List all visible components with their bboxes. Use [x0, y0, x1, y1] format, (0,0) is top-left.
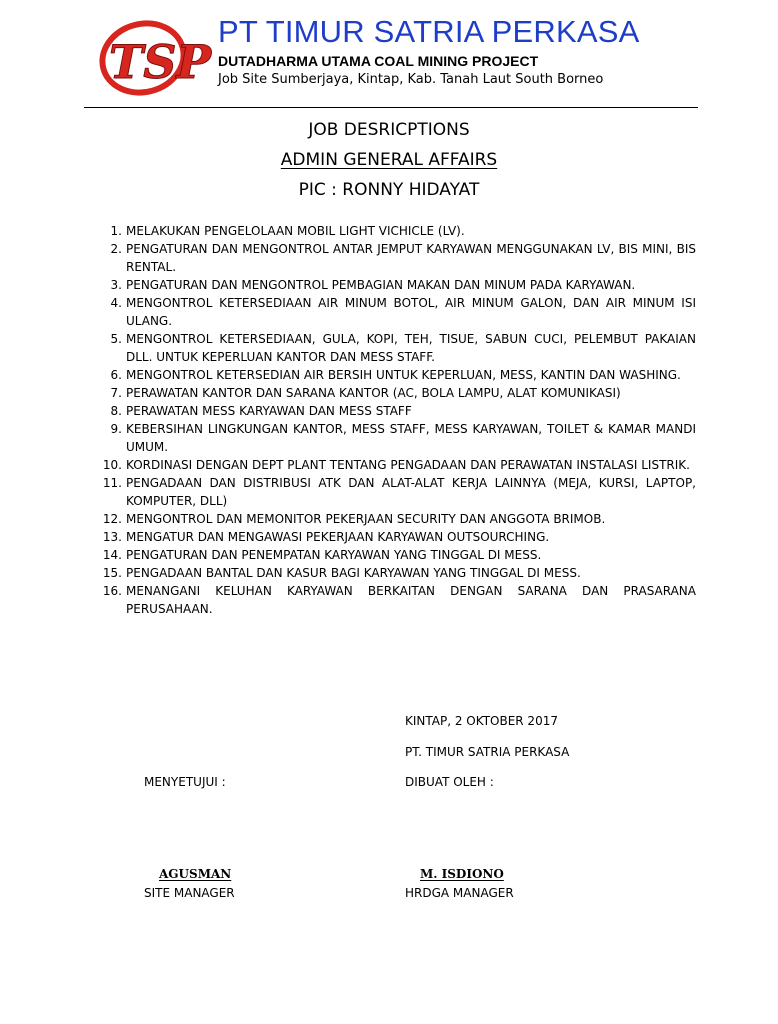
duty-text: MELAKUKAN PENGELOLAAN MOBIL LIGHT VICHICLE (LV).	[126, 224, 465, 238]
duty-text: MENGONTROL KETERSEDIAAN, GULA, KOPI, TEH, TISUE, SABUN CUCI, PELEMBUT PAKAIAN DLL. UNTUK KEPERLUAN KANTOR DAN MESS STAFF.	[126, 332, 696, 364]
duty-item	[96, 240, 696, 276]
duty-text: MENGATUR DAN MENGAWASI PEKERJAAN KARYAWAN OUTSOURCHING.	[126, 530, 550, 544]
duty-text: PERAWATAN MESS KARYAWAN DAN MESS STAFF	[126, 404, 412, 418]
approved-label: MENYETUJUI :	[144, 775, 226, 789]
duty-text: KORDINASI DENGAN DEPT PLANT TENTANG PENGADAAN DAN PERAWATAN INSTALASI LISTRIK.	[126, 458, 690, 472]
duty-text: PENGATURAN DAN MENGONTROL PEMBAGIAN MAKAN DAN MINUM PADA KARYAWAN.	[126, 278, 636, 292]
job-site-address: Job Site Sumberjaya, Kintap, Kab. Tanah Laut South Borneo	[218, 72, 604, 87]
duty-number: 6.	[110, 368, 122, 382]
maker-title: HRDGA MANAGER	[405, 886, 514, 900]
duty-text: PENGADAAN DAN DISTRIBUSI ATK DAN ALAT-ALAT KERJA LAINNYA (MEJA, KURSI, LAPTOP, KOMPUTER, DLL)	[126, 476, 696, 508]
pic-line: PIC : RONNY HIDAYAT	[298, 180, 480, 200]
duty-number: 2.	[110, 242, 122, 256]
duty-text: PENGADAAN BANTAL DAN KASUR BAGI KARYAWAN YANG TINGGAL DI MESS.	[126, 566, 581, 580]
duty-number: 5.	[110, 332, 122, 346]
duty-number: 9.	[110, 422, 122, 436]
duty-text: PENGATURAN DAN PENEMPATAN KARYAWAN YANG TINGGAL DI MESS.	[126, 548, 542, 562]
duty-number: 3.	[110, 278, 122, 292]
duty-item	[96, 420, 696, 456]
signing-company: PT. TIMUR SATRIA PERKASA	[405, 745, 570, 759]
duty-number: 10.	[102, 458, 122, 472]
duty-text: MENGONTROL DAN MEMONITOR PEKERJAAN SECURITY DAN ANGGOTA BRIMOB.	[126, 512, 606, 526]
duty-number: 1.	[110, 224, 122, 238]
duty-item	[96, 384, 696, 402]
made-by-label: DIBUAT OLEH :	[405, 775, 494, 789]
project-name: DUTADHARMA UTAMA COAL MINING PROJECT	[218, 53, 539, 69]
duty-number: 7.	[110, 386, 122, 400]
duty-text: MENGONTROL KETERSEDIAN AIR BERSIH UNTUK KEPERLUAN, MESS, KANTIN DAN WASHING.	[126, 368, 681, 382]
duty-number: 12.	[102, 512, 122, 526]
duty-item	[96, 294, 696, 330]
duty-text: PENGATURAN DAN MENGONTROL ANTAR JEMPUT KARYAWAN MENGGUNAKAN LV, BIS MINI, BIS RENTAL.	[126, 242, 696, 274]
company-logo	[97, 18, 212, 98]
duty-item	[96, 366, 696, 384]
duty-number: 8.	[110, 404, 122, 418]
approver-title: SITE MANAGER	[144, 886, 235, 900]
duty-number: 4.	[110, 296, 122, 310]
duty-number: 16.	[102, 584, 122, 598]
duty-item	[96, 474, 696, 510]
duty-text: MENANGANI KELUHAN KARYAWAN BERKAITAN DENGAN SARANA DAN PRASARANA PERUSAHAAN.	[126, 584, 696, 616]
logo-lettering: TSP	[109, 35, 212, 89]
header-divider	[84, 107, 698, 108]
position-title: ADMIN GENERAL AFFAIRS	[280, 150, 498, 170]
duty-item	[96, 456, 696, 474]
duty-text: KEBERSIHAN LINGKUNGAN KANTOR, MESS STAFF, MESS KARYAWAN, TOILET & KAMAR MANDI UMUM.	[126, 422, 696, 454]
company-name: PT TIMUR SATRIA PERKASA	[218, 14, 640, 49]
duties-list	[96, 222, 696, 618]
duty-item	[96, 330, 696, 366]
approver-name: AGUSMAN	[159, 867, 232, 881]
duty-item	[96, 510, 696, 528]
duty-item	[96, 222, 696, 240]
duty-item	[96, 528, 696, 546]
duty-item	[96, 402, 696, 420]
duty-number: 11.	[102, 476, 122, 490]
duty-item	[96, 582, 696, 618]
maker-name: M. ISDIONO	[420, 867, 504, 881]
duty-text: PERAWATAN KANTOR DAN SARANA KANTOR (AC, BOLA LAMPU, ALAT KOMUNIKASI)	[126, 386, 621, 400]
duty-item	[96, 546, 696, 564]
duty-number: 15.	[102, 566, 122, 580]
duty-item	[96, 564, 696, 582]
duty-number: 13.	[102, 530, 122, 544]
place-date: KINTAP, 2 OKTOBER 2017	[405, 714, 558, 728]
duty-text: MENGONTROL KETERSEDIAAN AIR MINUM BOTOL, AIR MINUM GALON, DAN AIR MINUM ISI ULANG.	[126, 296, 696, 328]
document-title: JOB DESRICPTIONS	[308, 120, 470, 140]
duty-item	[96, 276, 696, 294]
duty-number: 14.	[102, 548, 122, 562]
